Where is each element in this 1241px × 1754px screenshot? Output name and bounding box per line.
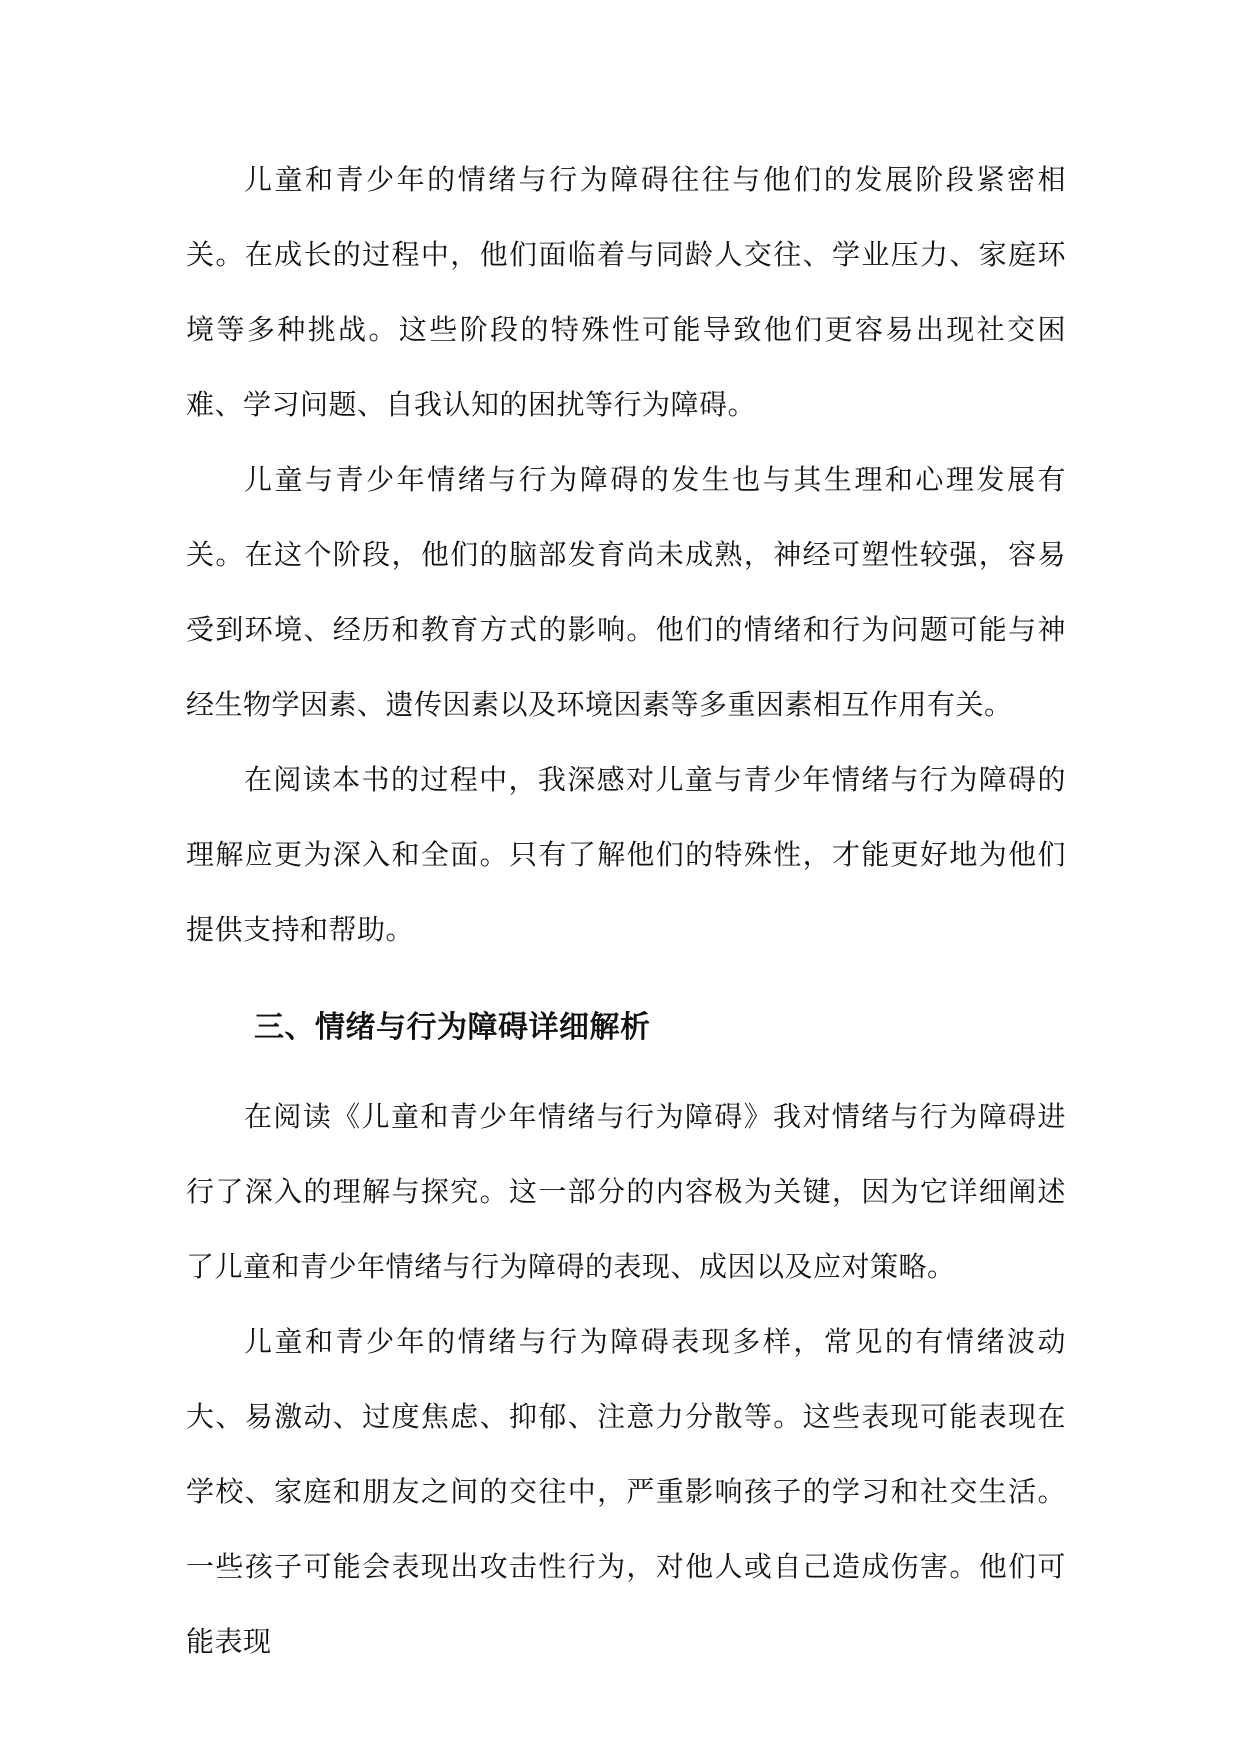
section-heading: 三、情绪与行为障碍详细解析 (254, 1010, 651, 1045)
body-paragraph: 在阅读本书的过程中，我深感对儿童与青少年情绪与行为障碍的理解应更为深入和全面。只有了解他们的特殊性，才能更好地为他们提供支持和帮助。 (186, 763, 1066, 946)
body-paragraph: 儿童和青少年的情绪与行为障碍往往与他们的发展阶段紧密相关。在成长的过程中，他们面临着与同龄人交往、学业压力、家庭环境等多种挑战。这些阶段的特殊性可能导致他们更容易出现社交困难、学习问题、自我认知的困扰等行为障碍。 (186, 163, 1066, 421)
body-paragraph: 儿童和青少年的情绪与行为障碍表现多样，常见的有情绪波动大、易激动、过度焦虑、抑郁、注意力分散等。这些表现可能表现在学校、家庭和朋友之间的交往中，严重影响孩子的学习和社交生活。一些孩子可能会表现出攻击性行为，对他人或自己造成伤害。他们可能表现 (186, 1325, 1066, 1658)
page-content (186, 142, 1066, 1679)
body-paragraph: 儿童与青少年情绪与行为障碍的发生也与其生理和心理发展有关。在这个阶段，他们的脑部发育尚未成熟，神经可塑性较强，容易受到环境、经历和教育方式的影响。他们的情绪和行为问题可能与神经生物学因素、遗传因素以及环境因素等多重因素相互作用有关。 (186, 463, 1066, 721)
body-paragraph: 在阅读《儿童和青少年情绪与行为障碍》我对情绪与行为障碍进行了深入的理解与探究。这一部分的内容极为关键，因为它详细阐述了儿童和青少年情绪与行为障碍的表现、成因以及应对策略。 (186, 1100, 1066, 1283)
